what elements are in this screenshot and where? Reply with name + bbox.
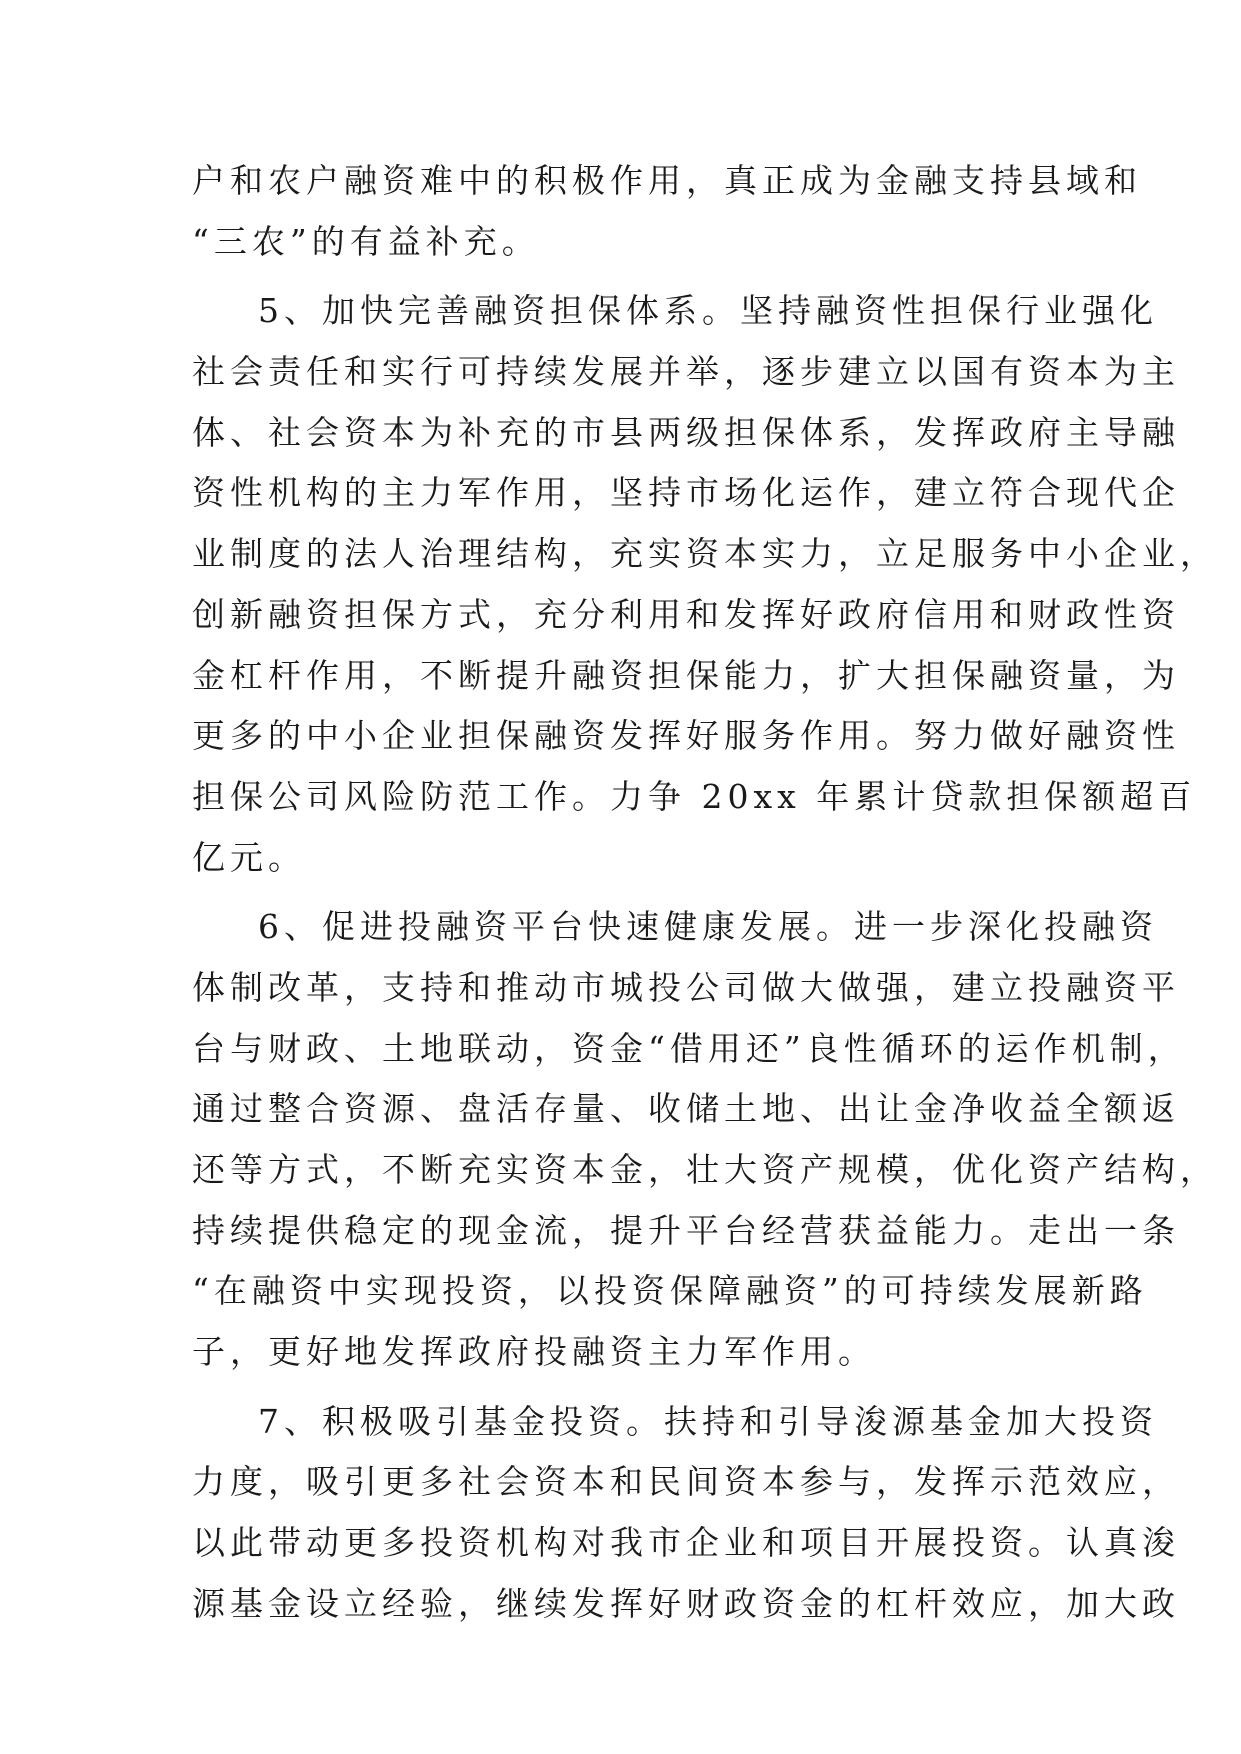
text-line: 户和农户融资难中的积极作用，真正成为金融支持县域和 — [192, 161, 1142, 200]
text-line: 以此带动更多投资机构对我市企业和项目开展投资。认真浚 — [192, 1523, 1180, 1563]
text-line: 台与财政、土地联动，资金“借用还”良性循环的运作机制， — [192, 1028, 1186, 1068]
text-line: 源基金设立经验，继续发挥好财政资金的杠杆效应，加大政 — [192, 1583, 1180, 1623]
text-line: 资性机构的主力军作用，坚持市场化运作，建立符合现代企 — [192, 473, 1180, 513]
text-line: 更多的中小企业担保融资发挥好服务作用。努力做好融资性 — [192, 716, 1180, 756]
text-line: 担保公司风险防范工作。力争 20xx 年累计贷款担保额超百 — [192, 776, 1197, 816]
text-line: “三农”的有益补充。 — [192, 221, 540, 261]
text-line: 业制度的法人治理结构，充实资本实力，立足服务中小企业， — [192, 534, 1218, 574]
text-line: 创新融资担保方式，充分利用和发挥好政府信用和财政性资 — [192, 594, 1180, 634]
text-line: 金杠杆作用，不断提升融资担保能力，扩大担保融资量，为 — [192, 655, 1180, 695]
text-line: 通过整合资源、盘活存量、收储土地、出让金净收益全额返 — [192, 1089, 1180, 1129]
text-line: 子，更好地发挥政府投融资主力军作用。 — [192, 1332, 876, 1372]
text-line: “在融资中实现投资，以投资保障融资”的可持续发展新路 — [192, 1271, 1148, 1311]
paragraph-heading-7: 7、积极吸引基金投资。扶持和引导浚源基金加大投资 — [258, 1401, 1158, 1441]
text-line: 社会责任和实行可持续发展并举，逐步建立以国有资本为主 — [192, 352, 1180, 392]
text-line: 力度，吸引更多社会资本和民间资本参与，发挥示范效应， — [192, 1462, 1180, 1502]
text-line: 体制改革，支持和推动市城投公司做大做强，建立投融资平 — [192, 967, 1180, 1007]
text-line: 还等方式，不断充实资本金，壮大资产规模，优化资产结构， — [192, 1150, 1218, 1189]
document-body — [192, 151, 1218, 1635]
text-line: 持续提供稳定的现金流，提升平台经营获益能力。走出一条 — [192, 1210, 1180, 1250]
text-line: 体、社会资本为补充的市县两级担保体系，发挥政府主导融 — [192, 412, 1180, 452]
paragraph-heading-6: 6、促进投融资平台快速健康发展。进一步深化投融资 — [258, 907, 1158, 947]
paragraph-heading-5: 5、加快完善融资担保体系。坚持融资性担保行业强化 — [258, 291, 1158, 331]
text-line: 亿元。 — [192, 837, 306, 877]
